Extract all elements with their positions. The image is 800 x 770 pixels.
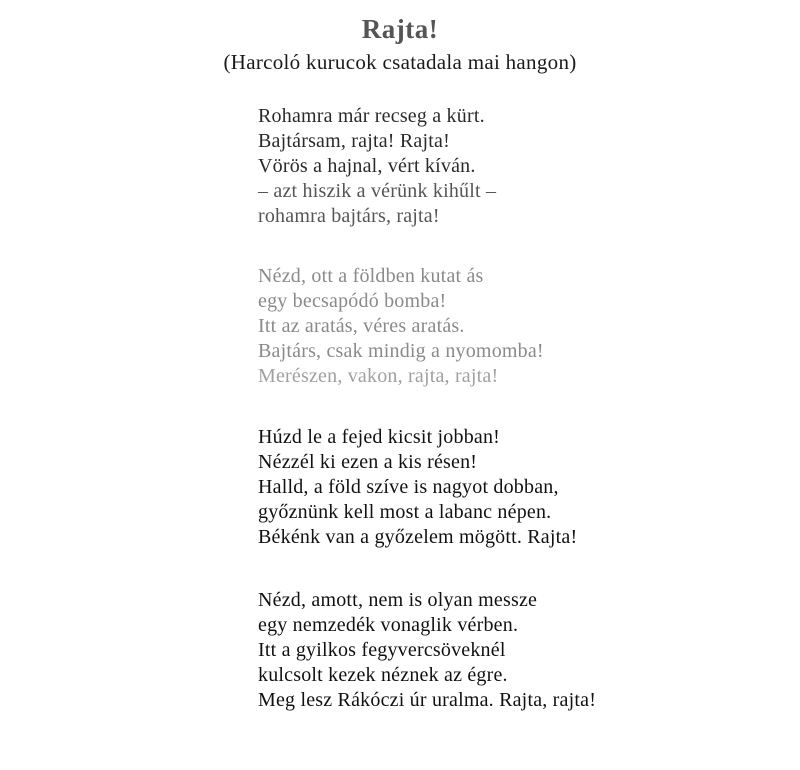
poem-subtitle: (Harcoló kurucok csatadala mai hangon) bbox=[223, 50, 577, 74]
poem-line: Rohamra már recseg a kürt. bbox=[258, 105, 485, 127]
stanza-4 bbox=[258, 588, 596, 713]
poem-title: Rajta! bbox=[361, 14, 439, 44]
poem-line: kulcsolt kezek néznek az égre. bbox=[258, 664, 508, 686]
poem-line: Nézd, amott, nem is olyan messze bbox=[258, 589, 538, 611]
poem-line: Merészen, vakon, rajta, rajta! bbox=[258, 365, 499, 387]
poem-line: Békénk van a győzelem mögött. Rajta! bbox=[258, 526, 578, 548]
poem-line: – azt hiszik a vérünk kihűlt – bbox=[258, 180, 497, 202]
poem-line: Húzd le a fejed kicsit jobban! bbox=[258, 426, 501, 448]
poem-line: Itt az aratás, véres aratás. bbox=[258, 315, 465, 337]
stanza-1 bbox=[258, 104, 496, 229]
poem-line: Halld, a föld szíve is nagyot dobban, bbox=[258, 476, 559, 498]
poem-line: rohamra bajtárs, rajta! bbox=[258, 205, 440, 227]
poem-line: Meg lesz Rákóczi úr uralma. Rajta, rajta! bbox=[258, 689, 597, 711]
poem-line: Bajtárs, csak mindig a nyomomba! bbox=[258, 340, 544, 362]
poem-line: Itt a gyilkos fegyvercsöveknél bbox=[258, 639, 506, 661]
stanza-3 bbox=[258, 425, 577, 550]
poem-line: győznünk kell most a labanc népen. bbox=[258, 501, 552, 523]
poem-line: egy nemzedék vonaglik vérben. bbox=[258, 614, 519, 636]
poem-line: egy becsapódó bomba! bbox=[258, 290, 447, 312]
poem-line: Nézzél ki ezen a kis résen! bbox=[258, 451, 478, 473]
poem-line: Bajtársam, rajta! Rajta! bbox=[258, 130, 450, 152]
poem-line: Vörös a hajnal, vért kíván. bbox=[258, 155, 476, 177]
poem-line: Nézd, ott a földben kutat ás bbox=[258, 265, 484, 287]
stanza-2 bbox=[258, 264, 544, 389]
